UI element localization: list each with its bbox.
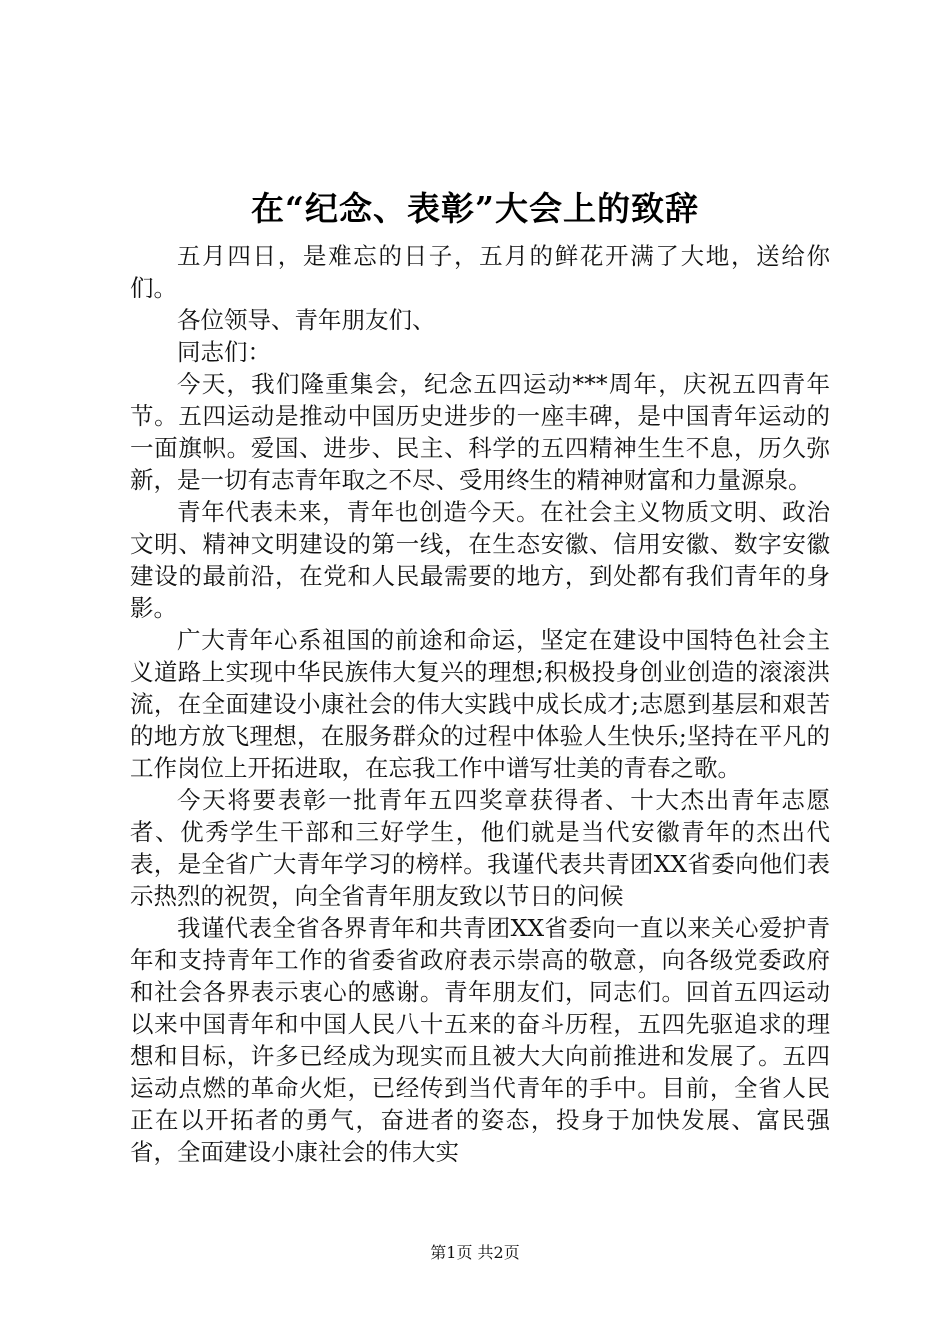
page-number-footer: 第1页 共2页 [430,1243,520,1262]
paragraph-salutation-leaders: 各位领导、青年朋友们、 [177,306,436,334]
paragraph-salutation-comrades: 同志们： [177,338,271,366]
paragraph-commendation: 今天将要表彰一批青年五四奖章获得者、十大杰出青年志愿者、优秀学生干部和三好学生，他们就是当代安徽青年的杰出代表，是全省广大青年学习的榜样。我谨代表共青团XX省委向他们表示热烈的祝贺，向全省青年朋友致以节日的问候 [130,786,830,910]
paragraph-greeting: 五月四日，是难忘的日子，五月的鲜花开满了大地，送给你们。 [130,242,830,302]
document-title: 在“纪念、表彰”大会上的致辞 [251,189,699,228]
paragraph-youth-future: 青年代表未来，青年也创造今天。在社会主义物质文明、政治文明、精神文明建设的第一线，在生态安徽、信用安徽、数字安徽建设的最前沿，在党和人民最需要的地方，到处都有我们青年的身影。 [130,498,830,622]
paragraph-may-fourth: 今天，我们隆重集会，纪念五四运动***周年，庆祝五四青年节。五四运动是推动中国历史进步的一座丰碑，是中国青年运动的一面旗帜。爱国、进步、民主、科学的五四精神生生不息，历久弥新，是一切有志青年取之不尽、受用终生的精神财富和力量源泉。 [130,370,830,494]
paragraph-youth-ideals: 广大青年心系祖国的前途和命运，坚定在建设中国特色社会主义道路上实现中华民族伟大复兴的理想;积极投身创业创造的滚滚洪流，在全面建设小康社会的伟大实践中成长成才;志愿到基层和艰苦的地方放飞理想，在服务群众的过程中体验人生快乐;坚持在平凡的工作岗位上开拓进取，在忘我工作中谱写壮美的青春之歌。 [130,626,830,782]
document-body [130,240,830,1168]
paragraph-gratitude: 我谨代表全省各界青年和共青团XX省委向一直以来关心爱护青年和支持青年工作的省委省政府表示崇高的敬意，向各级党委政府和社会各界表示衷心的感谢。青年朋友们，同志们。回首五四运动以来中国青年和中国人民八十五来的奋斗历程，五四先驱追求的理想和目标，许多已经成为现实而且被大大向前推进和发展了。五四运动点燃的革命火炬，已经传到当代青年的手中。目前，全省人民正在以开拓者的勇气，奋进者的姿态，投身于加快发展、富民强省，全面建设小康社会的伟大实 [130,914,830,1166]
